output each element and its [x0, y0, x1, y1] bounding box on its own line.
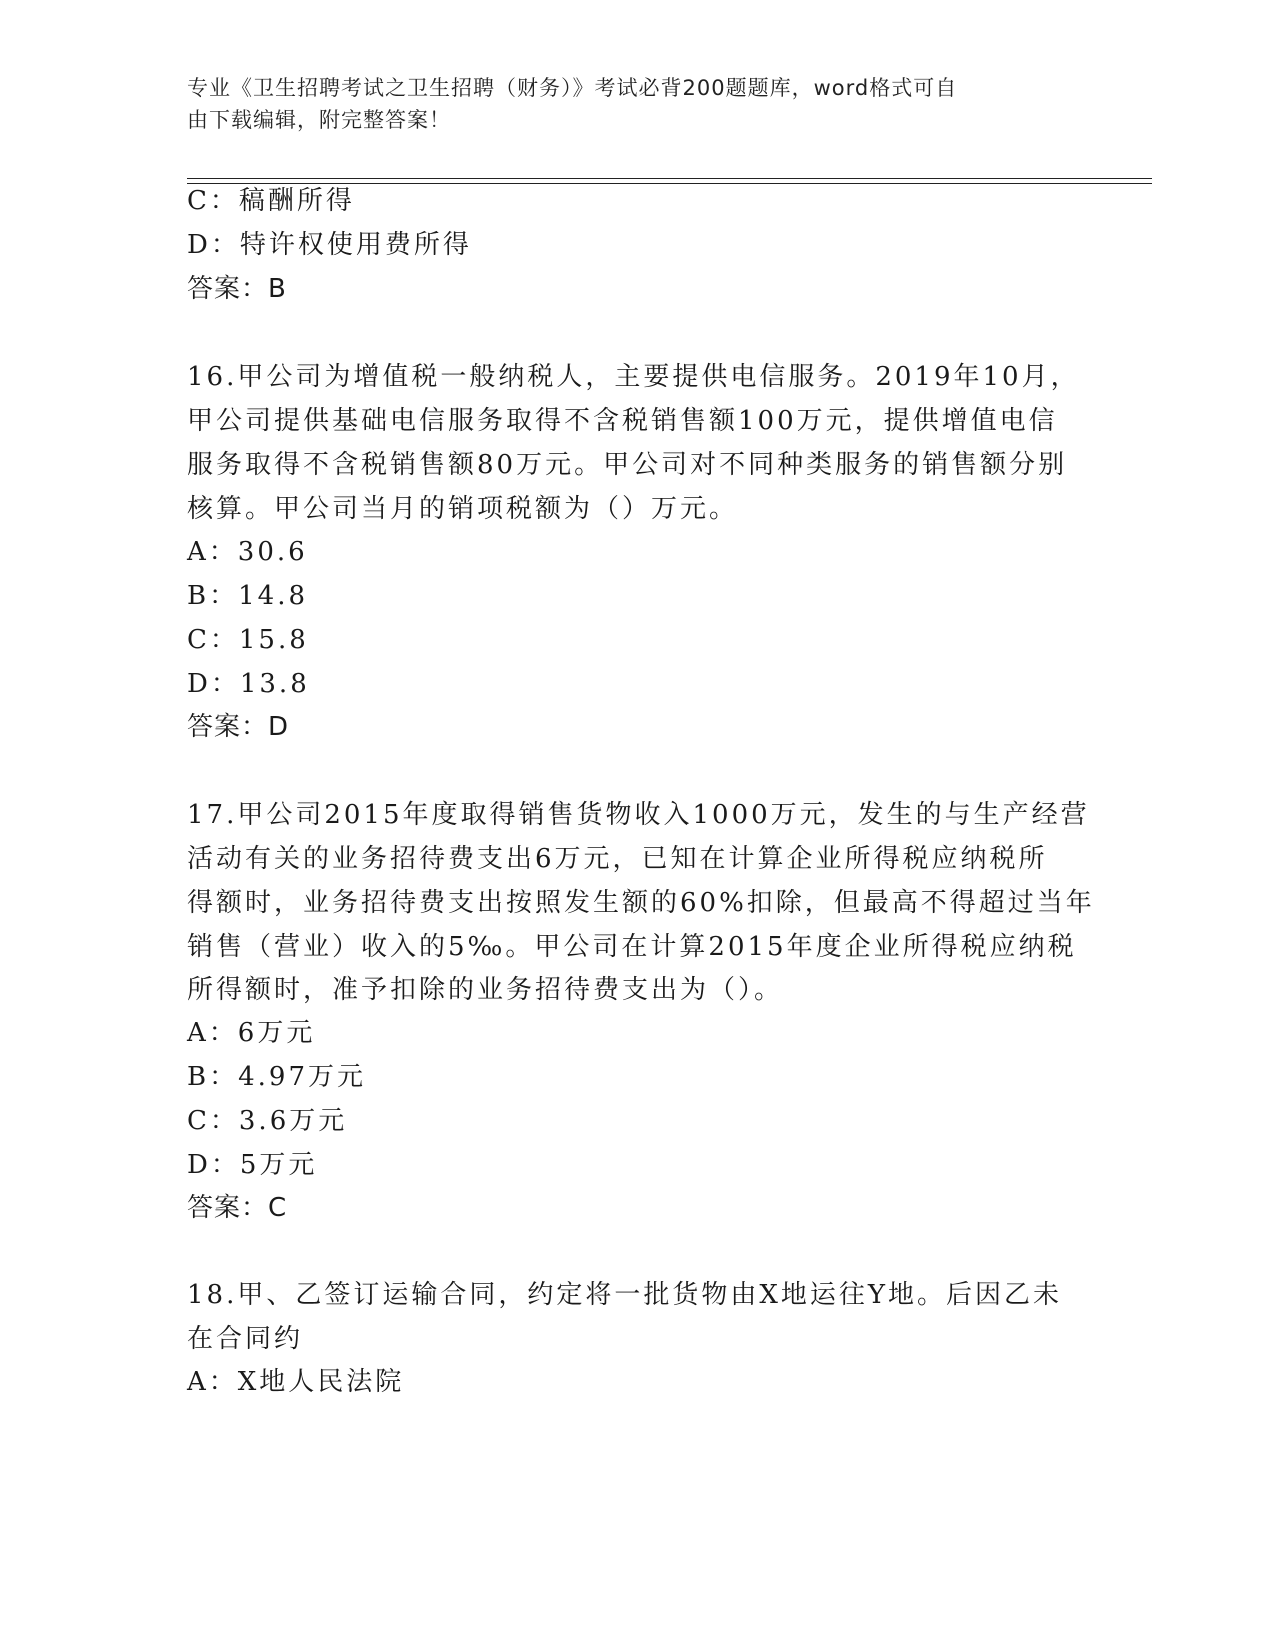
q17-option-a: A：6万元	[187, 1018, 316, 1048]
q15-option-c: C：稿酬所得	[187, 186, 355, 216]
q18-stem-line-1: 18.甲、乙签订运输合同，约定将一批货物由X地运往Y地。后因乙未	[187, 1280, 1063, 1310]
q15-option-d: D：特许权使用费所得	[187, 230, 472, 260]
q16-stem-line-3: 服务取得不含税销售额80万元。甲公司对不同种类服务的销售额分别	[187, 450, 1068, 480]
q17-option-c: C：3.6万元	[187, 1106, 348, 1136]
q16-answer: 答案：D	[187, 712, 290, 742]
q16-option-a: A：30.6	[187, 537, 308, 567]
header-title-line-1: 专业《卫生招聘考试之卫生招聘（财务）》考试必背200题题库，word格式可自	[187, 76, 958, 100]
q16-stem-line-2: 甲公司提供基础电信服务取得不含税销售额100万元，提供增值电信	[187, 406, 1058, 436]
q17-stem-line-4: 销售（营业）收入的5‰。甲公司在计算2015年度企业所得税应纳税	[187, 932, 1077, 962]
document-header	[187, 72, 1067, 136]
header-title-line-2: 由下载编辑，附完整答案！	[187, 108, 451, 132]
q16-option-c: C：15.8	[187, 625, 309, 655]
header-divider-bottom	[187, 183, 1152, 184]
q16-stem-line-1: 16.甲公司为增值税一般纳税人，主要提供电信服务。2019年10月，	[187, 362, 1080, 392]
q17-stem-line-3: 得额时，业务招待费支出按照发生额的60%扣除，但最高不得超过当年	[187, 888, 1095, 918]
q15-answer: 答案：B	[187, 274, 287, 304]
q16-option-b: B：14.8	[187, 581, 308, 611]
q17-answer: 答案：C	[187, 1193, 288, 1223]
q18-stem-line-2: 在合同约	[187, 1324, 304, 1354]
q17-option-b: B：4.97万元	[187, 1062, 366, 1092]
q16-option-d: D：13.8	[187, 669, 310, 699]
q18-option-a: A：X地人民法院	[187, 1367, 405, 1397]
q17-stem-line-2: 活动有关的业务招待费支出6万元，已知在计算企业所得税应纳税所	[187, 844, 1048, 874]
header-divider-top	[187, 178, 1152, 179]
q17-stem-line-1: 17.甲公司2015年度取得销售货物收入1000万元，发生的与生产经营	[187, 800, 1090, 830]
q17-stem-line-5: 所得额时，准予扣除的业务招待费支出为（）。	[187, 975, 784, 1005]
q16-stem-line-4: 核算。甲公司当月的销项税额为（）万元。	[187, 494, 739, 524]
q17-option-d: D：5万元	[187, 1150, 318, 1180]
